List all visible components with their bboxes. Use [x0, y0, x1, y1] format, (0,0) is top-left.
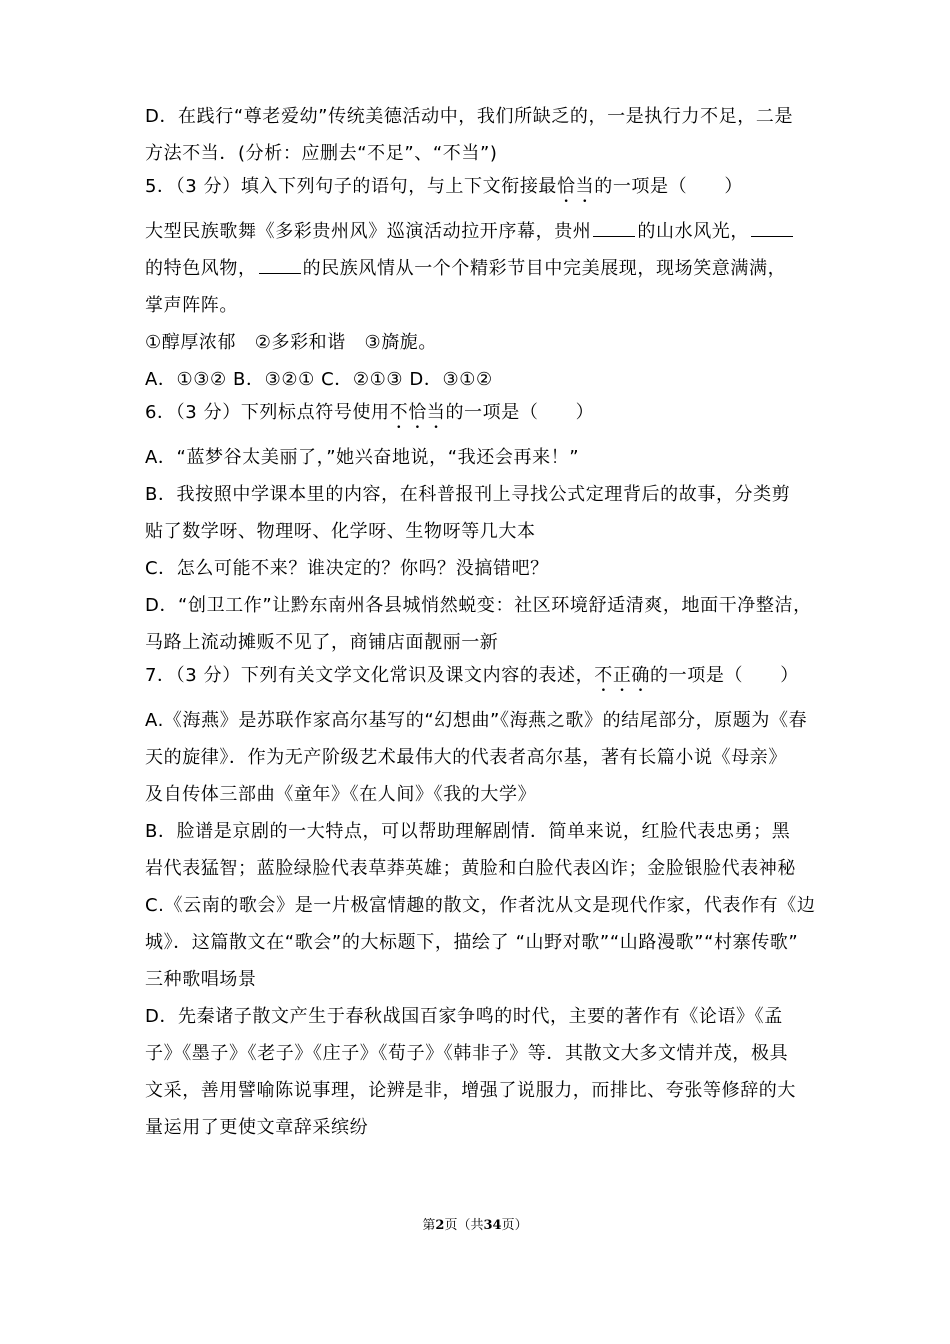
- q7-option-a-line-1: A.《海燕》是苏联作家高尔基写的“幻想曲”《海燕之歌》的结尾部分，原题为《春: [145, 710, 808, 731]
- q6-heading-emphasis: 不恰当: [389, 402, 446, 423]
- q7-heading-post: 的一项是（ ）: [650, 665, 799, 686]
- q6-heading-pre: 6．（3 分）下列标点符号使用: [145, 402, 390, 423]
- q7-option-d-line-1: D．先秦诸子散文产生于春秋战国百家争鸣的时代，主要的著作有《论语》《孟: [145, 1006, 783, 1027]
- fill-blank-1: [593, 218, 635, 237]
- q7-option-d-line-3: 文采，善用譬喻陈说事理，论辨是非，增强了说服力，而排比、夸张等修辞的大: [145, 1080, 796, 1101]
- q5-passage-line-3: 掌声阵阵。: [145, 295, 238, 316]
- q7-heading-pre: 7．（3 分）下列有关文学文化常识及课文内容的表述，: [145, 665, 595, 686]
- q5-heading-post: 的一项是（ ）: [594, 176, 744, 197]
- footer-mid: 页（共: [444, 1218, 484, 1233]
- q5-heading-emphasis: 恰当: [557, 176, 595, 197]
- page-content: [145, 98, 817, 1146]
- q7-option-d-line-4: 量运用了更使文章辞采缤纷: [145, 1117, 369, 1138]
- footer-total-pages: 34: [483, 1218, 502, 1233]
- q7-option-c-line-1: C.《云南的歌会》是一片极富情趣的散文，作者沈从文是现代作家，代表作有《边: [145, 895, 816, 916]
- q4-option-d-line-1: D．在践行“尊老爱幼”传统美德活动中，我们所缺乏的，一是执行力不足，二是: [145, 106, 794, 127]
- page-footer: [0, 1214, 950, 1233]
- q7-heading: [145, 661, 817, 696]
- q5-options: A．①③② B．③②① C．②①③ D．③①②: [145, 369, 493, 390]
- footer-pre: 第: [422, 1218, 436, 1233]
- q5-choices: ①醇厚浓郁 ②多彩和谐 ③旖旎。: [145, 332, 438, 353]
- q7-option-a-line-3: 及自传体三部曲《童年》《在人间》《我的大学》: [145, 784, 537, 805]
- q6-option-d-line-1: D．“创卫工作”让黔东南州各县城悄然蜕变：社区环境舒适清爽，地面干净整洁，: [145, 595, 812, 616]
- footer-post: 页）: [501, 1218, 528, 1233]
- q4-option-d-line-2: 方法不当．(分析：应删去“不足”、“不当”): [145, 143, 498, 164]
- q7-option-a-line-2: 天的旋律》．作为无产阶级艺术最伟大的代表者高尔基，著有长篇小说《母亲》: [145, 747, 787, 768]
- q6-option-a: A．“蓝梦谷太美丽了，”她兴奋地说，“我还会再来！”: [145, 447, 580, 468]
- q5-heading: [145, 172, 817, 207]
- q7-option-c-line-2: 城》．这篇散文在“歌会”的大标题下，描绘了 “山野对歌”“山路漫歌”“村寨传歌”: [145, 932, 799, 953]
- q7-heading-emphasis: 不正确: [594, 665, 651, 686]
- q6-heading: [145, 398, 817, 433]
- q5-passage-1a: 大型民族歌舞《多彩贵州风》巡演活动拉开序幕，贵州: [145, 221, 592, 242]
- q7-option-b-line-1: B．脸谱是京剧的一大特点，可以帮助理解剧情．简单来说，红脸代表忠勇；黑: [145, 821, 791, 842]
- q5-passage-2a: 的特色风物，: [145, 258, 257, 279]
- q6-option-b-line-1: B．我按照中学课本里的内容，在科普报刊上寻找公式定理背后的故事，分类剪: [145, 484, 791, 505]
- q7-option-d-line-2: 子》《墨子》《老子》《庄子》《荀子》《韩非子》等．其散文大多文情并茂，极具: [145, 1043, 789, 1064]
- q5-passage-2b: 的民族风情从一个个精彩节目中完美展现，现场笑意满满，: [302, 258, 787, 279]
- q6-option-b-line-2: 贴了数学呀、物理呀、化学呀、生物呀等几大本: [145, 521, 536, 542]
- q6-heading-post: 的一项是（ ）: [445, 402, 595, 423]
- fill-blank-2: [751, 218, 793, 237]
- q5-passage-1b: 的山水风光，: [637, 221, 750, 242]
- q6-option-d-line-2: 马路上流动摊贩不见了，商铺店面靓丽一新: [145, 632, 499, 653]
- q6-option-c: C．怎么可能不来？谁决定的？你吗？没搞错吧？: [145, 558, 549, 579]
- q5-passage-line-1: [145, 213, 817, 250]
- q7-option-b-line-2: 岩代表猛智；蓝脸绿脸代表草莽英雄；黄脸和白脸代表凶诈；金脸银脸代表神秘: [145, 858, 796, 879]
- fill-blank-3: [259, 255, 301, 274]
- q5-passage-line-2: [145, 250, 817, 287]
- footer-page-number: 2: [435, 1218, 445, 1233]
- q5-heading-pre: 5．（3 分）填入下列句子的语句，与上下文衔接最: [145, 176, 558, 197]
- q7-option-c-line-3: 三种歌唱场景: [145, 969, 257, 990]
